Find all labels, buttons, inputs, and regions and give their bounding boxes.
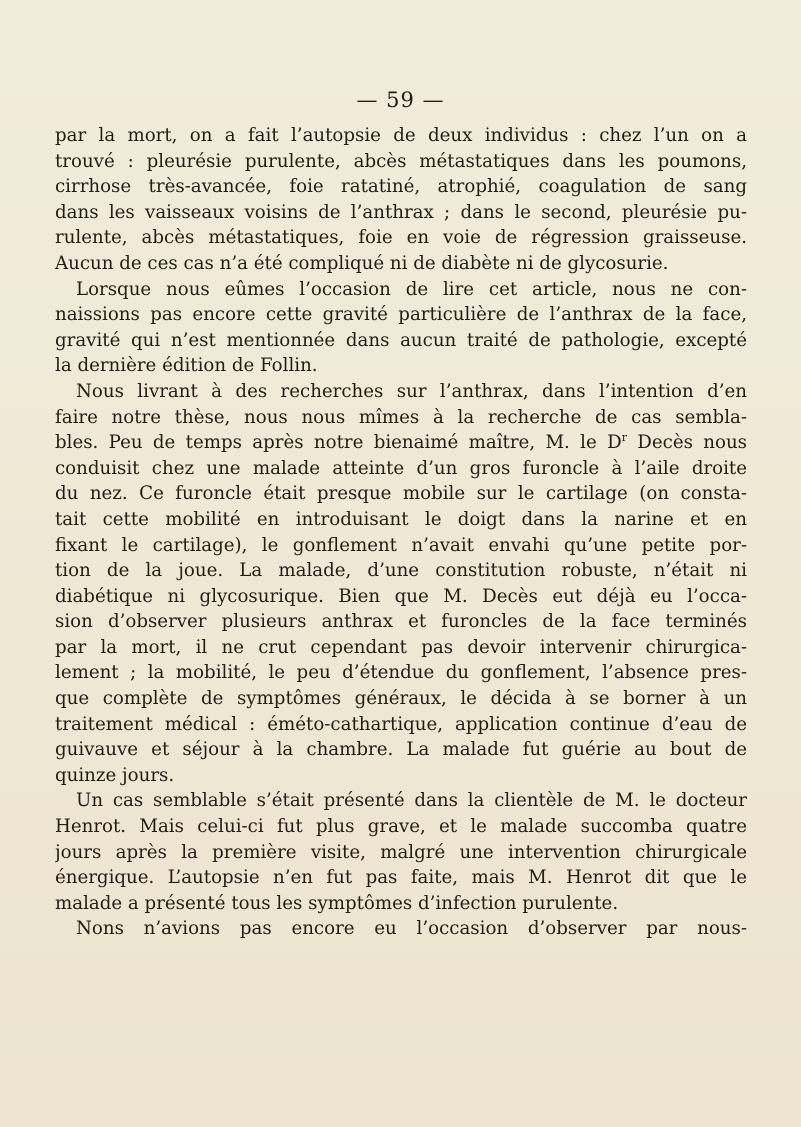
text-line: lement ; la mobilité, le peu d’étendue du gonflement, l’absence pres- <box>55 662 747 684</box>
text-line: Nous livrant à des recherches sur l’anthrax, dans l’intention d’en <box>76 380 747 402</box>
text-segment: bles. Peu de temps après notre bienaimé maître, M. le D <box>55 432 622 454</box>
text-line: tion de la joue. La malade, d’une constitution robuste, n’était ni <box>55 560 747 582</box>
text-line: du nez. Ce furoncle était presque mobile sur le cartilage (on consta- <box>55 483 747 505</box>
text-line: cirrhose très-avancée, foie ratatiné, atrophié, coagulation de sang <box>55 176 747 198</box>
text-line: Aucun de ces cas n’a été compliqué ni de diabète ni de glycosurie. <box>55 252 669 274</box>
text-line: traitement médical : éméto-cathartique, application continue d’eau de <box>55 713 747 735</box>
text-line: jours après la première visite, malgré une intervention chirurgicale <box>55 841 747 863</box>
text-line: Un cas semblable s’était présenté dans la clientèle de M. le docteur <box>76 790 747 812</box>
superscript: r <box>621 431 627 445</box>
page-number: — 59 — <box>356 88 445 112</box>
text-line: par la mort, on a fait l’autopsie de deux individus : chez l’un on a <box>55 125 747 146</box>
text-line: fixant le cartilage), le gonflement n’avait envahi qu’une petite por- <box>55 534 747 556</box>
text-line: Nons n’avions pas encore eu l’occasion d’observer par nous- <box>76 918 747 940</box>
text-line: Lorsque nous eûmes l’occasion de lire cet article, nous ne con- <box>76 278 747 300</box>
text-line: rulente, abcès métastatiques, foie en voie de régression graisseuse. <box>55 227 747 249</box>
text-line: tait cette mobilité en introduisant le doigt dans la narine et en <box>55 508 747 530</box>
text-line: naissions pas encore cette gravité particulière de l’anthrax de la face, <box>55 304 747 326</box>
text-line: Henrot. Mais celui-ci fut plus grave, et le malade succomba quatre <box>55 816 747 838</box>
text-line: guivauve et séjour à la chambre. La malade fut guérie au bout de <box>55 739 747 761</box>
text-line: la dernière édition de Follin. <box>55 355 318 377</box>
text-line: par la mort, il ne crut cependant pas devoir intervenir chirurgica- <box>55 636 747 658</box>
text-line: conduisit chez une malade atteinte d’un gros furoncle à l’aile droite <box>55 457 747 479</box>
text-line: sion d’observer plusieurs anthrax et furoncles de la face terminés <box>55 611 747 633</box>
text-line: gravité qui n’est mentionnée dans aucun traité de pathologie, excepté <box>55 329 747 351</box>
body-text <box>55 123 747 942</box>
text-line: trouvé : pleurésie purulente, abcès métastatiques dans les poumons, <box>55 150 747 172</box>
text-segment: Decès nous <box>626 432 747 454</box>
text-line: dans les vaisseaux voisins de l’anthrax ; dans le second, pleurésie pu- <box>55 201 747 223</box>
text-line: quinze jours. <box>55 764 175 786</box>
text-line: que complète de symptômes généraux, le décida à se borner à un <box>55 688 747 710</box>
text-line: faire notre thèse, nous nous mîmes à la recherche de cas sembla- <box>55 406 747 428</box>
text-line: malade a présenté tous les symptômes d’infection purulente. <box>55 892 619 914</box>
text-line: énergique. L’autopsie n’en fut pas faite, mais M. Henrot dit que le <box>55 867 747 889</box>
text-line-with-superscript <box>55 430 747 456</box>
text-line: diabétique ni glycosurique. Bien que M. Decès eut déjà eu l’occa- <box>55 585 747 607</box>
